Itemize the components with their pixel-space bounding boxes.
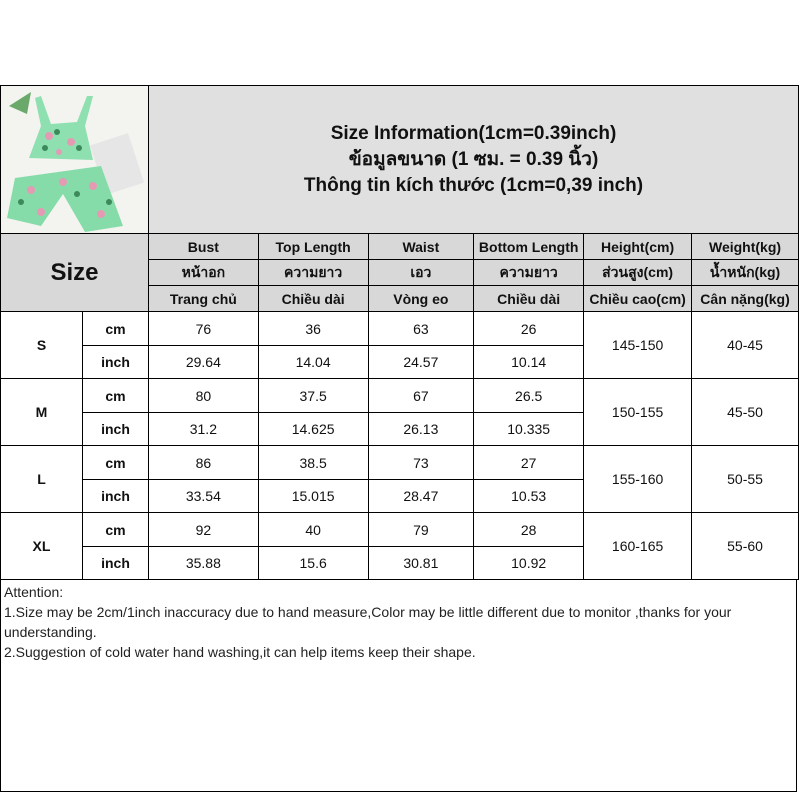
cell-value: 37.5 <box>258 379 368 413</box>
unit-cm: cm <box>83 379 149 413</box>
height-range: 160-165 <box>584 513 692 580</box>
cell-value: 36 <box>258 312 368 346</box>
attention-note-1: 1.Size may be 2cm/1inch inaccuracy due to hand measure,Color may be little different due to monitor ,thanks for your understanding. <box>4 604 732 640</box>
size-table <box>0 85 799 580</box>
unit-cm: cm <box>83 446 149 480</box>
size-label-s: S <box>1 312 83 379</box>
header-bust-vietnamese: Trang chủ <box>149 286 259 312</box>
cell-value: 40 <box>258 513 368 547</box>
size-header-cell <box>1 234 149 312</box>
cell-value: 15.015 <box>258 480 368 513</box>
cell-value: 26.5 <box>474 379 584 413</box>
attention-notes <box>0 579 797 792</box>
size-chart <box>0 85 799 785</box>
header-bust: Bust <box>149 234 259 260</box>
cell-value: 63 <box>368 312 474 346</box>
cell-value: 86 <box>149 446 259 480</box>
cell-value: 10.335 <box>474 413 584 446</box>
cell-value: 30.81 <box>368 547 474 580</box>
header-bust-thai: หน้าอก <box>149 260 259 286</box>
header-top-length: Top Length <box>258 234 368 260</box>
unit-cm: cm <box>83 312 149 346</box>
title-cell <box>149 86 799 234</box>
cell-value: 28.47 <box>368 480 474 513</box>
header-weight-thai: น้ำหนัก(kg) <box>692 260 799 286</box>
header-waist-thai: เอว <box>368 260 474 286</box>
weight-range: 55-60 <box>692 513 799 580</box>
cell-value: 10.14 <box>474 346 584 379</box>
height-range: 145-150 <box>584 312 692 379</box>
cell-value: 26 <box>474 312 584 346</box>
unit-inch: inch <box>83 547 149 580</box>
cell-value: 26.13 <box>368 413 474 446</box>
cell-value: 28 <box>474 513 584 547</box>
unit-inch: inch <box>83 346 149 379</box>
cell-value: 10.53 <box>474 480 584 513</box>
header-height-thai: ส่วนสูง(cm) <box>584 260 692 286</box>
pajama-set-image <box>1 86 148 233</box>
cell-value: 10.92 <box>474 547 584 580</box>
header-top-length-vietnamese: Chiều dài <box>258 286 368 312</box>
cell-value: 31.2 <box>149 413 259 446</box>
header-top-length-thai: ความยาว <box>258 260 368 286</box>
cell-value: 15.6 <box>258 547 368 580</box>
header-waist-vietnamese: Vòng eo <box>368 286 474 312</box>
cell-value: 92 <box>149 513 259 547</box>
size-label-xl: XL <box>1 513 83 580</box>
header-weight-vietnamese: Cân nặng(kg) <box>692 286 799 312</box>
cell-value: 35.88 <box>149 547 259 580</box>
header-bottom-length: Bottom Length <box>474 234 584 260</box>
unit-cm: cm <box>83 513 149 547</box>
attention-heading: Attention: <box>4 584 64 600</box>
weight-range: 40-45 <box>692 312 799 379</box>
size-header: Size <box>50 258 99 286</box>
cell-value: 76 <box>149 312 259 346</box>
cell-value: 24.57 <box>368 346 474 379</box>
product-photo-cell <box>1 86 149 234</box>
cell-value: 14.04 <box>258 346 368 379</box>
unit-inch: inch <box>83 413 149 446</box>
size-label-l: L <box>1 446 83 513</box>
unit-inch: inch <box>83 480 149 513</box>
header-weight: Weight(kg) <box>692 234 799 260</box>
weight-range: 50-55 <box>692 446 799 513</box>
cell-value: 27 <box>474 446 584 480</box>
height-range: 150-155 <box>584 379 692 446</box>
header-height: Height(cm) <box>584 234 692 260</box>
title-english: Size Information(1cm=0.39inch) <box>330 122 617 144</box>
height-range: 155-160 <box>584 446 692 513</box>
cell-value: 79 <box>368 513 474 547</box>
cell-value: 73 <box>368 446 474 480</box>
cell-value: 14.625 <box>258 413 368 446</box>
attention-note-2: 2.Suggestion of cold water hand washing,it can help items keep their shape. <box>4 644 476 660</box>
header-waist: Waist <box>368 234 474 260</box>
size-label-m: M <box>1 379 83 446</box>
cell-value: 29.64 <box>149 346 259 379</box>
cell-value: 33.54 <box>149 480 259 513</box>
title-thai: ข้อมูลขนาด (1 ซม. = 0.39 นิ้ว) <box>348 148 599 170</box>
weight-range: 45-50 <box>692 379 799 446</box>
cell-value: 67 <box>368 379 474 413</box>
title-vietnamese: Thông tin kích thước (1cm=0,39 inch) <box>303 174 644 196</box>
product-photo <box>1 86 148 233</box>
cell-value: 38.5 <box>258 446 368 480</box>
header-height-vietnamese: Chiều cao(cm) <box>584 286 692 312</box>
cell-value: 80 <box>149 379 259 413</box>
header-bottom-length-vietnamese: Chiều dài <box>474 286 584 312</box>
header-bottom-length-thai: ความยาว <box>474 260 584 286</box>
